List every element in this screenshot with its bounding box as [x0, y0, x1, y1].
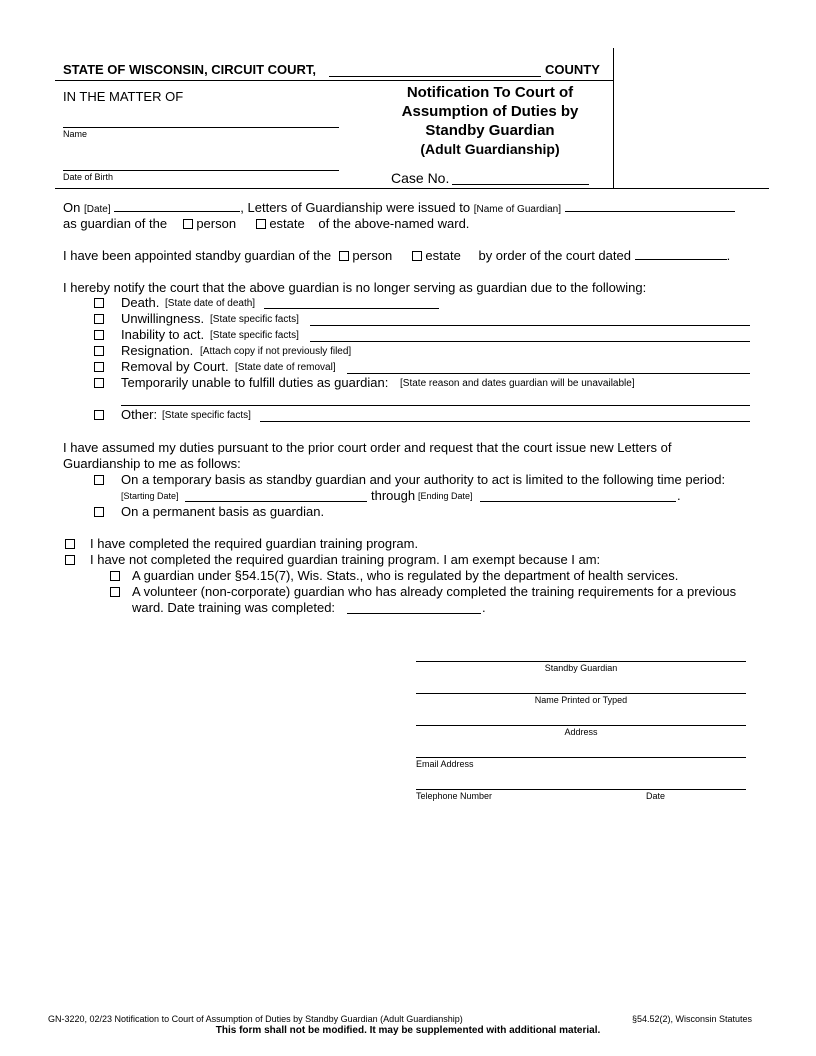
telephone-label: Telephone Number: [416, 791, 493, 801]
death-checkbox[interactable]: [94, 298, 104, 308]
exempt-volunteer-line2: ward. Date training was completed:: [132, 600, 336, 615]
temporary-basis-label: On a temporary basis as standby guardian and your authority to act is limited to the following time period:: [121, 472, 726, 487]
guardian-name-field[interactable]: [565, 200, 735, 212]
removal-label: Removal by Court.: [121, 359, 229, 374]
date-label: Date: [646, 791, 666, 801]
appointed-text: I have been appointed standby guardian of the: [63, 248, 332, 263]
letters-issued-text: , Letters of Guardianship were issued to: [240, 200, 471, 215]
appointed-line: [63, 248, 730, 263]
resignation-hint: [Attach copy if not previously filed]: [200, 346, 352, 357]
other-label: Other:: [121, 407, 158, 422]
case-no-label: Case No.: [391, 170, 450, 186]
email-label: Email Address: [416, 759, 474, 769]
assumed-duties-line1: I have assumed my duties pursuant to the prior court order and request that the court issue new Letters of: [63, 440, 672, 455]
inability-label: Inability to act.: [121, 327, 205, 342]
title-line-2: Assumption of Duties by: [401, 103, 579, 120]
training-not-completed-checkbox[interactable]: [65, 555, 75, 565]
death-date-field[interactable]: [264, 308, 439, 309]
unwillingness-label: Unwillingness.: [121, 311, 205, 326]
temporarily-unable-hint: [State reason and dates guardian will be unavailable]: [400, 378, 635, 389]
statute-reference: §54.52(2), Wisconsin Statutes: [632, 1014, 753, 1024]
email-telephone-field[interactable]: [416, 789, 746, 790]
by-order-text: by order of the court dated: [478, 248, 631, 263]
other-facts-field[interactable]: [260, 421, 750, 422]
appointed-person-checkbox[interactable]: [339, 251, 349, 261]
period: .: [482, 600, 486, 615]
training-completed-label: I have completed the required guardian training program.: [90, 536, 419, 551]
modification-notice: This form shall not be modified. It may be supplemented with additional material.: [215, 1025, 601, 1036]
temporarily-unable-reason-field[interactable]: [121, 405, 750, 406]
dob-label: Date of Birth: [63, 172, 114, 182]
estate-checkbox[interactable]: [256, 219, 266, 229]
permanent-basis-checkbox[interactable]: [94, 507, 104, 517]
removal-hint: [State date of removal]: [235, 362, 336, 373]
guardian-of-line: [63, 216, 469, 231]
appointed-estate-checkbox[interactable]: [412, 251, 422, 261]
on-label: On: [63, 200, 81, 215]
removal-checkbox[interactable]: [94, 362, 104, 372]
caption-bottom-rule: [55, 188, 769, 189]
standby-guardian-label: Standby Guardian: [544, 663, 618, 673]
name-label: Name: [63, 129, 88, 139]
starting-date-hint: [Starting Date]: [121, 491, 179, 501]
other-hint: [State specific facts]: [162, 410, 251, 421]
address-label: Address: [564, 727, 598, 737]
exempt-volunteer-line1: A volunteer (non-corporate) guardian who has already completed the training requirements for a previous: [132, 584, 737, 599]
exempt-dhs-checkbox[interactable]: [110, 571, 120, 581]
other-checkbox[interactable]: [94, 410, 104, 420]
assumed-duties-line2: Guardianship to me as follows:: [63, 456, 241, 471]
appointed-estate-label: estate: [425, 248, 461, 263]
death-label: Death.: [121, 295, 160, 310]
ending-date-hint: [Ending Date]: [418, 491, 473, 501]
training-not-completed-label: I have not completed the required guardian training program. I am exempt because I am:: [90, 552, 601, 567]
matter-label: IN THE MATTER OF: [63, 89, 184, 104]
person-checkbox[interactable]: [183, 219, 193, 229]
death-hint: [State date of death]: [165, 298, 256, 309]
training-date-field[interactable]: [347, 613, 481, 614]
appointed-person-label: person: [352, 248, 393, 263]
standby-guardian-signature-field[interactable]: [416, 661, 746, 662]
date-hint: [Date]: [83, 204, 111, 215]
resignation-checkbox[interactable]: [94, 346, 104, 356]
guardian-name-hint: [Name of Guardian]: [473, 204, 561, 215]
temporarily-unable-checkbox[interactable]: [94, 378, 104, 388]
starting-date-field[interactable]: [185, 501, 367, 502]
inability-facts-field[interactable]: [310, 341, 750, 342]
court-label: STATE OF WISCONSIN, CIRCUIT COURT,: [63, 62, 317, 77]
unwillingness-checkbox[interactable]: [94, 314, 104, 324]
person-label: person: [196, 216, 237, 231]
name-printed-label: Name Printed or Typed: [534, 695, 628, 705]
title-line-3: Standby Guardian: [425, 122, 555, 139]
through-label: through: [371, 488, 416, 503]
county-label: COUNTY: [545, 62, 600, 77]
county-field[interactable]: [329, 76, 541, 77]
title-line-1: Notification To Court of: [406, 84, 574, 101]
temporary-basis-checkbox[interactable]: [94, 475, 104, 485]
case-no-field[interactable]: [452, 184, 589, 185]
notify-intro: I hereby notify the court that the above guardian is no longer serving as guardian due to the following:: [63, 280, 647, 295]
temporarily-unable-label: Temporarily unable to fulfill duties as guardian:: [121, 375, 389, 390]
header-rule: [55, 80, 613, 81]
address-field[interactable]: [416, 725, 746, 726]
title-line-4: (Adult Guardianship): [420, 141, 560, 157]
training-completed-checkbox[interactable]: [65, 539, 75, 549]
issue-date-field[interactable]: [114, 200, 240, 212]
unwillingness-facts-field[interactable]: [310, 325, 750, 326]
court-order-date-field[interactable]: [635, 248, 727, 260]
name-field[interactable]: [63, 127, 339, 128]
ending-date-field[interactable]: [480, 501, 676, 502]
permanent-basis-label: On a permanent basis as guardian.: [121, 504, 325, 519]
form-id: GN-3220, 02/23 Notification to Court of Assumption of Duties by Standby Guardian (Adult Guardianship): [48, 1014, 463, 1024]
period: .: [726, 248, 731, 263]
resignation-label: Resignation.: [121, 343, 194, 358]
period: .: [677, 488, 681, 503]
exempt-dhs-label: A guardian under §54.15(7), Wis. Stats., who is regulated by the department of health services.: [132, 568, 679, 583]
unwillingness-hint: [State specific facts]: [210, 314, 299, 325]
header-divider: [613, 48, 614, 189]
dob-field[interactable]: [63, 170, 339, 171]
ward-text: of the above-named ward.: [318, 216, 470, 231]
removal-date-field[interactable]: [347, 373, 750, 374]
estate-label: estate: [269, 216, 305, 231]
letters-issued-line: [63, 200, 735, 215]
inability-hint: [State specific facts]: [210, 330, 299, 341]
address-line2-field[interactable]: [416, 757, 746, 758]
as-guardian-text: as guardian of the: [63, 216, 168, 231]
exempt-volunteer-checkbox[interactable]: [110, 587, 120, 597]
name-printed-field[interactable]: [416, 693, 746, 694]
form-title: [370, 83, 610, 159]
inability-checkbox[interactable]: [94, 330, 104, 340]
